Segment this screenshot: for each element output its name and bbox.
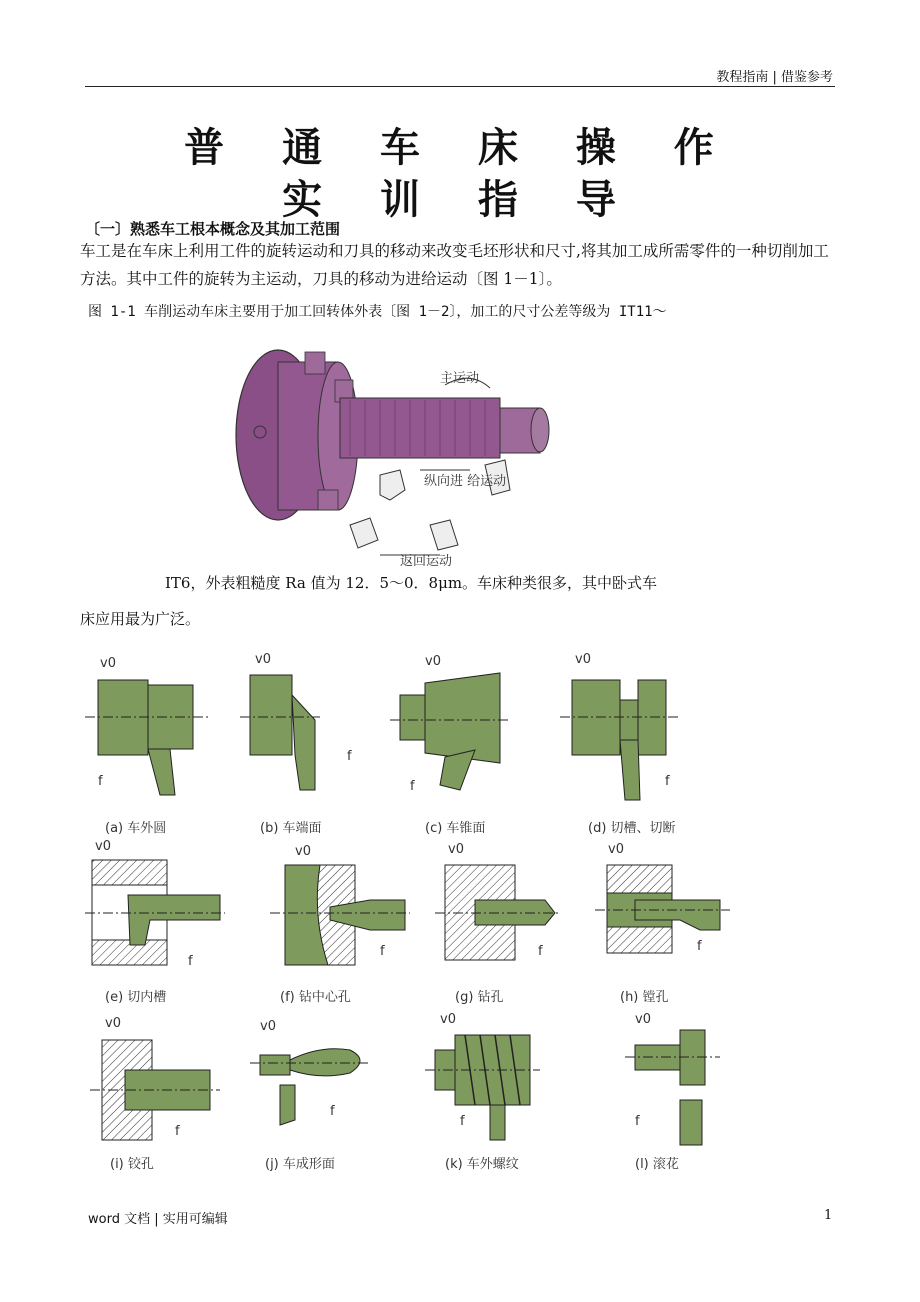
svg-text:f: f xyxy=(380,944,385,959)
title-line-1: 普 通 车 床 操 作 xyxy=(184,125,736,171)
title-line-2: 实 训 指 导 xyxy=(282,177,638,223)
svg-text:v0: v0 xyxy=(425,654,441,669)
svg-text:v0: v0 xyxy=(295,844,311,859)
label-longitudinal-feed: 纵向进 给运动 xyxy=(424,474,507,489)
svg-text:v0: v0 xyxy=(608,842,624,857)
svg-text:v0: v0 xyxy=(255,652,271,667)
op-c-taper xyxy=(390,654,510,836)
turning-operations-figure xyxy=(80,645,760,1180)
svg-text:v0: v0 xyxy=(100,656,116,671)
caption-f: (f) 钻中心孔 xyxy=(280,990,351,1005)
op-e-internal-grooving xyxy=(85,839,225,1005)
svg-text:v0: v0 xyxy=(575,652,591,667)
svg-text:v0: v0 xyxy=(440,1012,456,1027)
op-l-knurling xyxy=(625,1012,720,1172)
caption-k: (k) 车外螺纹 xyxy=(445,1157,519,1172)
op-k-external-threading xyxy=(425,1012,540,1172)
op-i-reaming xyxy=(90,1016,220,1172)
lathe-motion-figure xyxy=(230,340,560,568)
svg-text:v0: v0 xyxy=(635,1012,651,1027)
caption-e: (e) 切内槽 xyxy=(105,990,167,1005)
paragraph-lathe-types: 床应用最为广泛。 xyxy=(80,610,201,628)
svg-text:v0: v0 xyxy=(448,842,464,857)
svg-text:v0: v0 xyxy=(260,1019,276,1034)
caption-c: (c) 车锥面 xyxy=(425,821,486,836)
paragraph-figure-caption: 图 1-1 车削运动车床主要用于加工回转体外表〔图 1－2〕，加工的尺寸公差等级为 IT11～ xyxy=(88,304,667,320)
svg-text:f: f xyxy=(538,944,543,959)
svg-text:f: f xyxy=(347,749,352,764)
label-main-motion: 主运动 xyxy=(440,371,480,386)
caption-h: (h) 镗孔 xyxy=(620,990,669,1005)
svg-text:f: f xyxy=(330,1104,335,1119)
svg-text:f: f xyxy=(175,1124,180,1139)
svg-text:v0: v0 xyxy=(95,839,111,854)
header-text: 教程指南 | 借鉴参考 xyxy=(716,70,833,85)
svg-text:f: f xyxy=(635,1114,640,1129)
caption-g: (g) 钻孔 xyxy=(455,990,504,1005)
op-j-form-turning xyxy=(250,1019,370,1172)
caption-l: (l) 滚花 xyxy=(635,1157,679,1172)
caption-j: (j) 车成形面 xyxy=(265,1157,335,1172)
svg-text:f: f xyxy=(460,1114,465,1129)
svg-text:f: f xyxy=(410,779,415,794)
svg-text:f: f xyxy=(665,774,670,789)
label-return: 返回运动 xyxy=(400,554,453,568)
paragraph-intro: 车工是在车床上利用工件的旋转运动和刀具的移动来改变毛坯形状和尺寸,将其加工成所需零件的一种切削加工方法。其中工件的旋转为主运动，刀具的移动为进给运动〔图 1－1〕。 xyxy=(80,242,829,288)
svg-text:f: f xyxy=(697,939,702,954)
svg-text:f: f xyxy=(98,774,103,789)
caption-b: (b) 车端面 xyxy=(260,821,322,836)
caption-d: (d) 切槽、切断 xyxy=(588,821,676,836)
paragraph-tolerance: IT6，外表粗糙度 Ra 值为 12．5～0．8μm。车床种类很多，其中卧式车 xyxy=(165,574,658,592)
svg-text:v0: v0 xyxy=(105,1016,121,1031)
caption-a: (a) 车外圆 xyxy=(105,821,167,836)
op-h-boring xyxy=(595,842,730,1005)
op-g-drilling xyxy=(435,842,560,1005)
footer-left: word 文档 | 实用可编辑 xyxy=(88,1212,228,1227)
op-d-grooving xyxy=(560,652,680,836)
page-header xyxy=(85,64,835,87)
caption-i: (i) 铰孔 xyxy=(110,1157,154,1172)
svg-text:f: f xyxy=(188,954,193,969)
section-heading: 〔一〕熟悉车工根本概念及其加工范围 xyxy=(85,220,341,238)
op-f-center-drilling xyxy=(270,844,410,1005)
page-number: 1 xyxy=(824,1208,833,1223)
op-b-facing xyxy=(240,652,352,836)
op-a-external-turning xyxy=(85,656,210,836)
